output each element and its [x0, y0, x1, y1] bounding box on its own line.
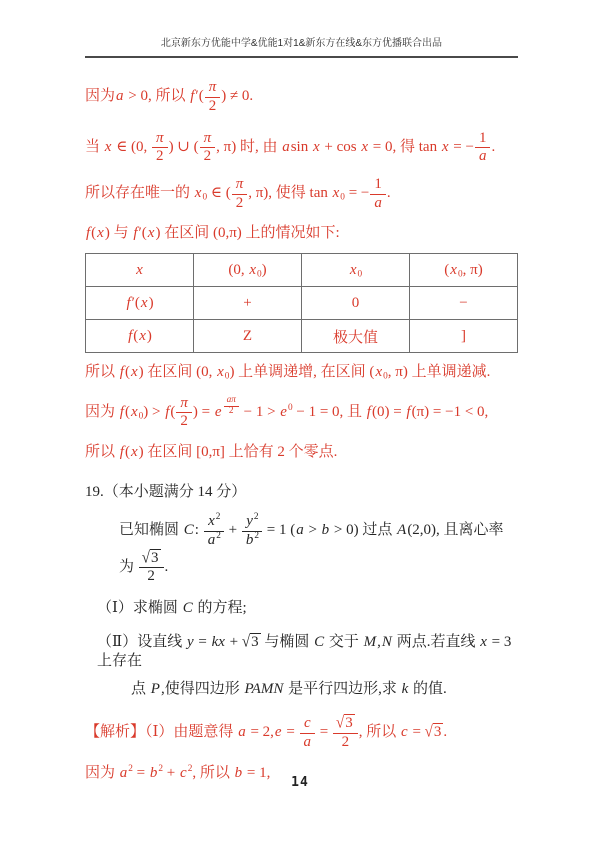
problem-text-line: （Ⅰ）求椭圆 C 的方程;	[97, 600, 247, 616]
radical: √3	[141, 548, 159, 567]
problem-text-line: 点 P,使得四边形 PAMN 是平行四边形,求 k 的值.	[131, 680, 447, 697]
solution-text-line: 【解析】（Ⅰ）由题意得 a = 2,e = $\frac{c}{a}$ = $\frac{√3}{2}$ , 所以 c = √3 .	[85, 714, 448, 750]
problem-text-line: 已知椭圆 C: $\frac{x^2}{a^2}$ + $\frac{y^2}{b^2}$ = 1 (a > b > 0) 过点 A(2,0), 且离心率为 $\frac{√3}{2}$ .	[119, 511, 504, 585]
radical: √3	[336, 714, 353, 732]
table-cell: $x_0$	[302, 254, 410, 287]
solution-text-line: 当 x ∈ (0, $\frac{\pi}{2}$ ) ∪ ( $\frac{\pi}{2}$ , π) 时, 由 asin x + cos x = 0, 得 tan x = − $\frac{1}{a}$ .	[85, 129, 496, 165]
table-cell: f′(x)	[86, 287, 194, 320]
fraction: $\frac{1}{a}$	[475, 131, 491, 166]
solution-text-line: 所以存在唯一的 $x_0$ ∈ ( $\frac{\pi}{2}$ , π), 使得 $\tan x_0$ = − $\frac{1}{a}$ .	[85, 176, 391, 211]
fraction: $\frac{\pi}{2}$	[205, 80, 221, 115]
radical: √3	[424, 723, 442, 741]
fraction: $\frac{c}{a}$	[300, 716, 316, 751]
table-row	[86, 254, 518, 287]
variation-table	[85, 253, 518, 353]
solution-text-line: 所以 f(x) 在区间 [0,π] 上恰有 2 个零点.	[85, 444, 338, 460]
table-row	[86, 287, 518, 320]
problem-text-line: 19.（本小题满分 14 分）	[85, 483, 247, 500]
fraction: $\frac{√3}{2}$	[139, 549, 164, 586]
page-number: 14	[291, 775, 309, 790]
table-cell: −	[410, 287, 518, 320]
table-cell: (0, $x_0$)	[194, 254, 302, 287]
fraction: $\frac{x^2}{a^2}$	[204, 514, 224, 549]
table-cell: ]	[410, 320, 518, 353]
page-header-title: 北京新东方优能中学&优能1对1&新东方在线&东方优播联合出品	[85, 34, 518, 58]
table-cell: 0	[302, 287, 410, 320]
solution-text-line: 因为 $a^2 = b^2 + c^2$, 所以 b = 1,	[85, 763, 271, 781]
radical: √3	[241, 632, 259, 651]
fraction: $\frac{√3}{2}$	[333, 714, 358, 751]
table-cell: +	[194, 287, 302, 320]
fraction: $\frac{1}{a}$	[370, 177, 386, 212]
solution-text-line: 所以 f(x) 在区间 (0, $x_0$) 上单调递增, 在区间 ($x_0$, π) 上单调递减.	[85, 364, 491, 382]
fraction: $\frac{y^2}{b^2}$	[242, 514, 262, 549]
document-body	[85, 80, 518, 783]
table-cell: f(x)	[86, 320, 194, 353]
solution-text-line: 因为 $f(x_0) > f$( $\frac{\pi}{2}$ ) = e $^{\frac{a\pi}{2}}$ − $1 > e^0 - 1 = 0$, 且 f(0) = f(π) = −1 < 0,	[85, 394, 489, 430]
fraction: $\frac{\pi}{2}$	[232, 177, 248, 212]
table-cell: ($x_0$, π)	[410, 254, 518, 287]
fraction: aπ 2	[224, 396, 239, 417]
table-cell: x	[86, 254, 194, 287]
solution-text-line: 因为a > 0, 所以 f′( $\frac{\pi}{2}$ ) ≠ 0.	[85, 79, 254, 114]
table-cell: Z	[194, 320, 302, 353]
fraction: $\frac{\pi}{2}$	[152, 131, 168, 166]
problem-text-line: （Ⅱ）设直线 y = kx + √3 与椭圆 C 交于 M,N 两点.若直线 x = 3 上存在	[97, 632, 512, 669]
table-cell: 极大值	[302, 320, 410, 353]
table-row	[86, 320, 518, 353]
fraction: $\frac{\pi}{2}$	[176, 396, 192, 431]
solution-text-line: f(x) 与 f′(x) 在区间 (0,π) 上的情况如下:	[86, 224, 340, 241]
fraction: $\frac{\pi}{2}$	[200, 131, 216, 166]
